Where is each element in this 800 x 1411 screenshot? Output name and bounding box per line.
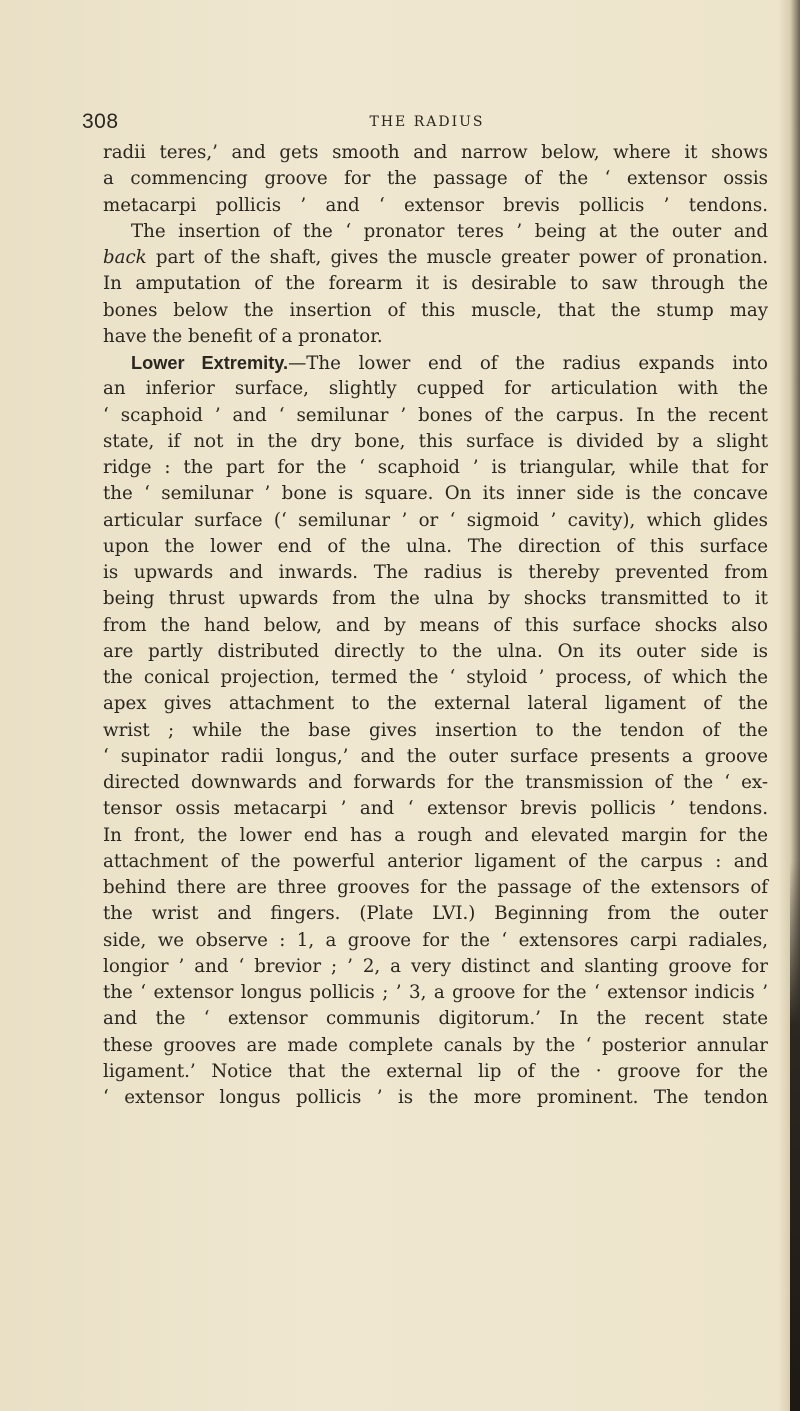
text-line: articular surface (‘ semilunar ’ or ‘ sigmoid ’ cavity), which glides [103, 509, 768, 531]
text-line: tensor ossis metacarpi ’ and ‘ extensor brevis pollicis ’ tendons. [103, 798, 768, 820]
text-line: from the hand below, and by means of this surface shocks also [103, 614, 768, 636]
text-line: the ‘ semilunar ’ bone is square. On its inner side is the concave [103, 483, 768, 505]
text-line: the ‘ extensor longus pollicis ; ’ 3, a groove for the ‘ extensor indicis ’ [103, 982, 768, 1003]
text-line: an inferior surface, slightly cupped for articulation with the [103, 378, 768, 400]
text-line: upon the lower end of the ulna. The direction of this surface [103, 535, 768, 557]
text-line: ridge : the part for the ‘ scaphoid ’ is triangular, while that for [103, 457, 768, 478]
text-line: ‘ supinator radii longus,’ and the outer surface presents a groove [103, 745, 768, 767]
text-line: metacarpi pollicis ’ and ‘ extensor brevis pollicis ’ tendons. [103, 194, 768, 216]
text-line: have the benefit of a pronator. [103, 325, 383, 347]
running-title: THE RADIUS [369, 114, 485, 130]
text-line: radii teres,’ and gets smooth and narrow below, where it shows [103, 142, 768, 163]
page-edge-dark [790, 860, 800, 1411]
text-line: Lower Extremity.—The lower end of the radius expands into [131, 353, 769, 374]
text-line: ligament.’ Notice that the external lip of the · groove for the [103, 1060, 768, 1082]
text-line: being thrust upwards from the ulna by shocks transmitted to it [103, 588, 768, 610]
text-line: behind there are three grooves for the passage of the extensors of [103, 877, 768, 898]
text-line: longior ’ and ‘ brevior ; ’ 2, a very distinct and slanting groove for [103, 955, 768, 977]
text-line: is upwards and inwards. The radius is thereby prevented from [103, 562, 768, 583]
text-line: directed downwards and forwards for the transmission of the ‘ ex- [103, 772, 768, 793]
text-line: back part of the shaft, gives the muscle greater power of pronation. [103, 247, 768, 268]
text-line: The insertion of the ‘ pronator teres ’ being at the outer and [131, 220, 768, 242]
text-line: apex gives attachment to the external lateral ligament of the [103, 693, 768, 715]
page-header [82, 110, 772, 142]
text-line: ‘ extensor longus pollicis ’ is the more prominent. The tendon [103, 1087, 768, 1108]
section-heading: Lower Extremity. [131, 353, 289, 373]
text-line: In amputation of the forearm it is desirable to saw through the [103, 273, 768, 295]
text-line: wrist ; while the base gives insertion to the tendon of the [103, 719, 768, 741]
text-line: these grooves are made complete canals by the ‘ posterior annular [103, 1034, 768, 1056]
text-line: state, if not in the dry bone, this surface is divided by a slight [103, 430, 768, 452]
text-line: a commencing groove for the passage of the ‘ extensor ossis [103, 168, 768, 190]
page-number: 308 [82, 110, 119, 133]
text-line: ‘ scaphoid ’ and ‘ semilunar ’ bones of the carpus. In the recent [103, 404, 768, 426]
text-line: In front, the lower end has a rough and elevated margin for the [103, 824, 768, 846]
text-line: side, we observe : 1, a groove for the ‘ extensores carpi radiales, [103, 929, 768, 951]
text-line: are partly distributed directly to the ulna. On its outer side is [103, 640, 768, 662]
text-line: attachment of the powerful anterior ligament of the carpus : and [103, 850, 768, 872]
text-line: the wrist and fingers. (Plate LVI.) Beginning from the outer [103, 903, 768, 925]
body-text [103, 140, 768, 1111]
text-line: and the ‘ extensor communis digitorum.’ In the recent state [103, 1008, 768, 1030]
text-line: the conical projection, termed the ‘ styloid ’ process, of which the [103, 667, 768, 688]
text-line: bones below the insertion of this muscle, that the stump may [103, 299, 768, 321]
